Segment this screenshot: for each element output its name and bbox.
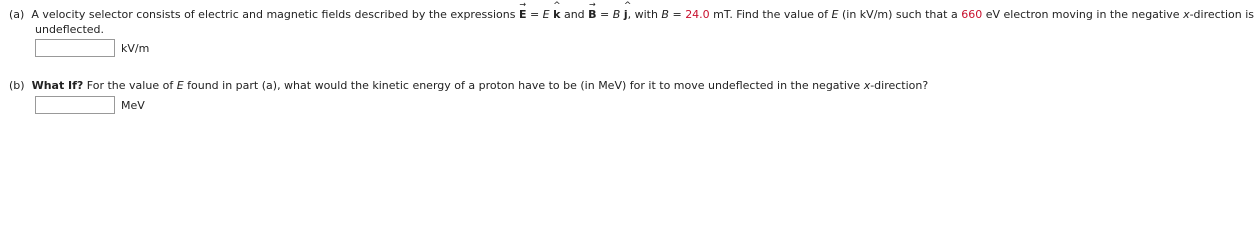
b-field-vector-symbol: → B xyxy=(588,0,597,21)
electron-energy-value: 660 xyxy=(961,8,983,21)
part-a-text-1: A velocity selector consists of electric and magnetic fields described by the expressions xyxy=(31,8,516,21)
part-b-text-1: For the value of xyxy=(83,79,177,92)
b-variable: B xyxy=(661,8,669,21)
hat-icon: ^ xyxy=(623,1,632,11)
part-a-label: (a) xyxy=(9,8,25,21)
and-text: and xyxy=(560,8,589,21)
equals-sign: = xyxy=(668,8,686,21)
part-a-answer-row xyxy=(35,39,149,57)
part-b-question xyxy=(9,79,928,93)
b-unit-text: mT. Find the value of xyxy=(709,8,832,21)
k-unit-vector: ^ k xyxy=(553,1,561,21)
part-a-unit-label: kV/m xyxy=(121,41,150,55)
part-b-answer-input[interactable] xyxy=(35,96,115,114)
equals-sign: = xyxy=(526,8,543,21)
b-field-value: 24.0 xyxy=(685,8,710,21)
part-b-text-3: -direction? xyxy=(870,79,929,92)
part-a-text-2: , with xyxy=(627,8,662,21)
j-unit-vector: ^ j xyxy=(623,1,632,21)
part-b-answer-row xyxy=(35,96,145,114)
x-variable: x xyxy=(1183,8,1190,21)
part-a-question-continued xyxy=(35,23,104,37)
vector-arrow-icon: → xyxy=(519,0,527,9)
e-variable: E xyxy=(831,8,839,21)
e-variable: E xyxy=(176,79,184,92)
x-variable: x xyxy=(863,79,871,92)
vector-arrow-icon: → xyxy=(589,0,596,9)
part-b-text-2: found in part (a), what would the kinetic energy of a proton have to be (in MeV) for it to move undeflected in the negative xyxy=(183,79,864,92)
part-a-answer-input[interactable] xyxy=(35,39,115,57)
part-b-unit-label: MeV xyxy=(121,98,145,112)
part-a-text-6: undeflected. xyxy=(35,23,104,36)
part-a-text-3: (in kV/m) such that a xyxy=(838,8,962,21)
e-field-vector-symbol: → E xyxy=(518,0,527,21)
hat-icon: ^ xyxy=(553,1,561,11)
b-coefficient: B xyxy=(612,8,621,21)
part-b-label: (b) xyxy=(9,79,25,92)
part-a-question xyxy=(9,0,1254,22)
what-if-label: What If? xyxy=(31,79,84,92)
equals-sign: = xyxy=(596,8,613,21)
part-a-text-5: -direction is xyxy=(1189,8,1254,21)
e-coefficient: E xyxy=(542,8,550,21)
part-a-text-4: eV electron moving in the negative xyxy=(982,8,1184,21)
